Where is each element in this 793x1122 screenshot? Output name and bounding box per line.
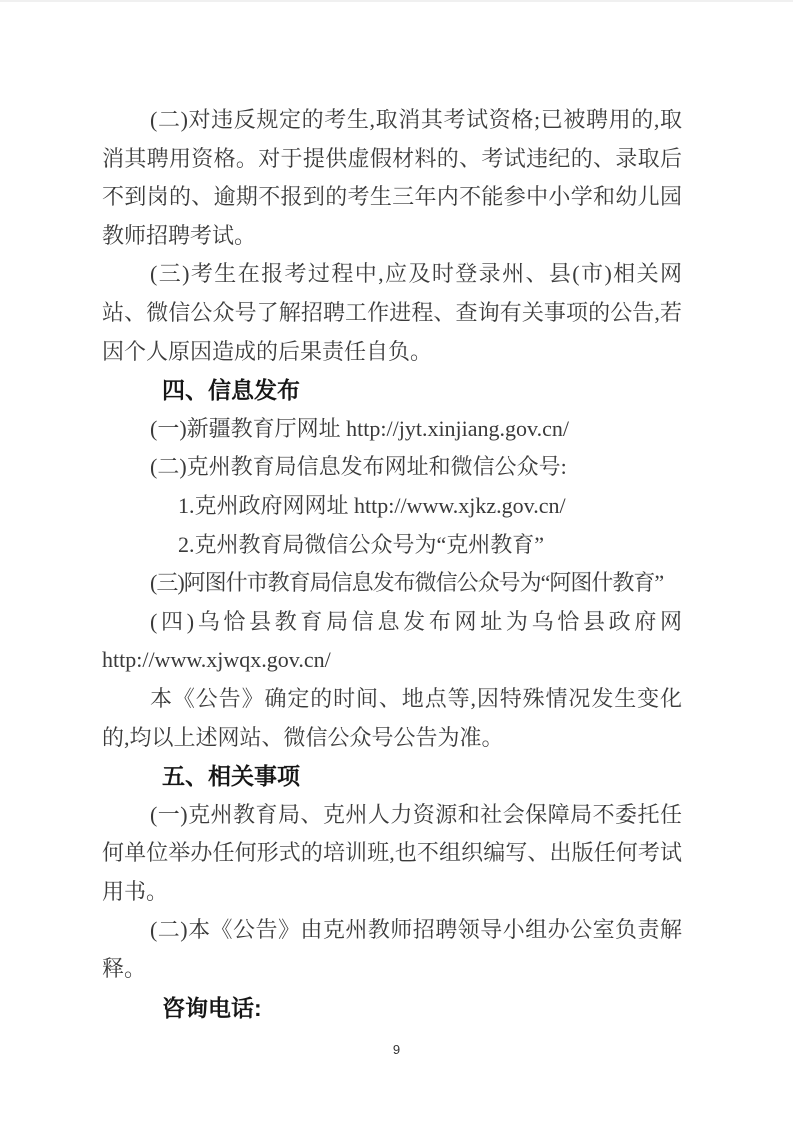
para-kezhou-edu-channels: (二)克州教育局信息发布网址和微信公众号: <box>150 454 567 480</box>
item-kezhou-wechat: 2.克州教育局微信公众号为“克州教育” <box>178 531 545 557</box>
para-changes-notice: 本《公告》确定的时间、地点等,因特殊情况发生变化的,均以上述网站、微信公众号公告为准。 <box>102 685 682 750</box>
para-interpretation: (二)本《公告》由克州教师招聘领导小组办公室负责解释。 <box>102 917 682 982</box>
page-number: 9 <box>392 1042 401 1057</box>
para-candidate-notice: (三)考生在报考过程中,应及时登录州、县(市)相关网站、微信公众号了解招聘工作进程、查询有关事项的公告,若因个人原因造成的后果责任自负。 <box>102 261 682 364</box>
heading-related-matters: 五、相关事项 <box>162 763 300 790</box>
item-kezhou-gov-url: 1.克州政府网网址 http://www.xjkz.gov.cn/ <box>178 492 566 518</box>
para-violation-penalty: (二)对违反规定的考生,取消其考试资格;已被聘用的,取消其聘用资格。对于提供虚假材料的、考试违纪的、录取后不到岗的、逾期不报到的考生三年内不能参中小学和幼儿园教师招聘考试。 <box>102 107 682 248</box>
heading-consult-phone: 咨询电话: <box>162 994 262 1021</box>
heading-info-release: 四、信息发布 <box>162 377 300 404</box>
para-atushi-wechat: (三)阿图什市教育局信息发布微信公众号为“阿图什教育” <box>150 570 664 596</box>
para-xinjiang-edu-url: (一)新疆教育厅网址 http://jyt.xinjiang.gov.cn/ <box>150 415 569 441</box>
document-body <box>102 101 682 1027</box>
para-wuqia-url: (四)乌恰县教育局信息发布网址为乌恰县政府网http://www.xjwqx.gov.cn/ <box>102 608 682 673</box>
para-no-training-classes: (一)克州教育局、克州人力资源和社会保障局不委托任何单位举办任何形式的培训班,也不组织编写、出版任何考试用书。 <box>102 801 682 904</box>
